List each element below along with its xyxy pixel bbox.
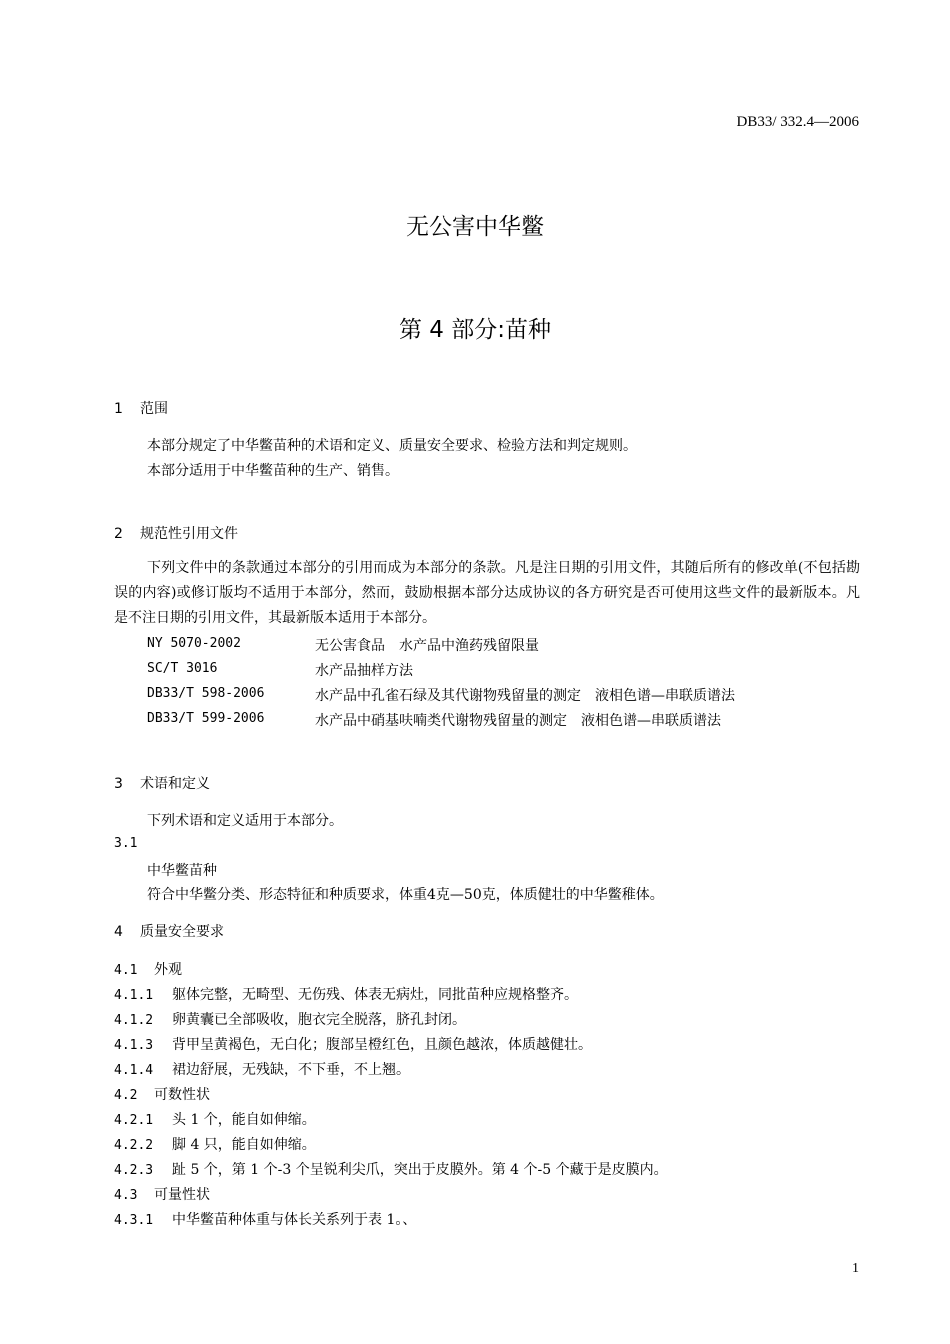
clause-number: 3.1 [114, 836, 138, 851]
clause-4-1-1 [114, 984, 578, 1004]
reference-code: NY 5070-2002 [147, 636, 241, 651]
term-definition: 符合中华鳖分类、形态特征和种质要求，体重4克—50克，体质健壮的中华鳖稚体。 [147, 887, 664, 903]
scope-paragraph-2: 本部分适用于中华鳖苗种的生产、销售。 [147, 463, 399, 479]
clause-heading-4-1 [114, 959, 182, 979]
clause-title: 可数性状 [154, 1087, 210, 1103]
clause-number: 4.3.1 [114, 1213, 154, 1228]
clause-number: 4.1.2 [114, 1013, 154, 1028]
section-title: 术语和定义 [140, 776, 210, 792]
clause-text: 躯体完整，无畸型、无伤残、体表无病灶，同批苗种应规格整齐。 [172, 987, 578, 1003]
section-number: 4 [114, 924, 123, 940]
clause-4-2-1 [114, 1109, 316, 1129]
clause-4-1-4 [114, 1059, 410, 1079]
clause-number: 4.3 [114, 1188, 138, 1203]
document-title: 无公害中华鳖 [406, 214, 544, 240]
section-number: 1 [114, 401, 123, 417]
clause-text: 背甲呈黄褐色，无白化；腹部呈橙红色，且颜色越浓，体质越健壮。 [172, 1037, 592, 1053]
terms-intro: 下列术语和定义适用于本部分。 [147, 813, 343, 829]
clause-4-2-2 [114, 1134, 316, 1154]
reference-title: 水产品中孔雀石绿及其代谢物残留量的测定 液相色谱—串联质谱法 [315, 688, 735, 704]
clause-text: 裙边舒展，无残缺，不下垂，不上翘。 [172, 1062, 410, 1078]
clause-4-1-3 [114, 1034, 592, 1054]
part-title: 第 4 部分:苗种 [398, 317, 551, 343]
reference-code: DB33/T 598-2006 [147, 686, 265, 701]
section-heading-3 [114, 773, 210, 793]
section-number: 3 [114, 776, 123, 792]
clause-number: 4.2.1 [114, 1113, 154, 1128]
section-title: 规范性引用文件 [140, 526, 238, 542]
term-name: 中华鳖苗种 [147, 863, 217, 879]
section-heading-1 [114, 398, 168, 418]
clause-text: 趾 5 个，第 1 个-3 个呈锐利尖爪，突出于皮膜外。第 4 个-5 个藏于是皮膜内。 [172, 1162, 668, 1178]
reference-title: 水产品抽样方法 [315, 663, 413, 679]
clause-title: 外观 [154, 962, 182, 978]
clause-text: 脚 4 只，能自如伸缩。 [172, 1137, 316, 1153]
clause-heading-4-2 [114, 1084, 210, 1104]
clause-4-3-1 [114, 1209, 416, 1229]
clause-number: 4.1.3 [114, 1038, 154, 1053]
clause-text: 卵黄囊已全部吸收，胞衣完全脱落，脐孔封闭。 [172, 1012, 466, 1028]
page-number: 1 [852, 1261, 859, 1276]
clause-heading-4-3 [114, 1184, 210, 1204]
reference-title: 无公害食品 水产品中渔药残留限量 [315, 638, 539, 654]
section-heading-4 [114, 921, 224, 941]
clause-text: 头 1 个，能自如伸缩。 [172, 1112, 316, 1128]
scope-paragraph-1: 本部分规定了中华鳖苗种的术语和定义、质量安全要求、检验方法和判定规则。 [147, 438, 637, 454]
section-number: 2 [114, 526, 123, 542]
clause-number: 4.1.4 [114, 1063, 154, 1078]
section-title: 质量安全要求 [140, 924, 224, 940]
clause-number: 4.1.1 [114, 988, 154, 1003]
clause-title: 可量性状 [154, 1187, 210, 1203]
clause-4-2-3 [114, 1159, 668, 1179]
reference-code: DB33/T 599-2006 [147, 711, 265, 726]
clause-number: 4.1 [114, 963, 138, 978]
clause-4-1-2 [114, 1009, 466, 1029]
reference-title: 水产品中硝基呋喃类代谢物残留量的测定 液相色谱—串联质谱法 [315, 713, 721, 729]
clause-number: 4.2.2 [114, 1138, 154, 1153]
reference-code: SC/T 3016 [147, 661, 218, 676]
section-heading-2 [114, 523, 238, 543]
clause-number: 4.2.3 [114, 1163, 154, 1178]
references-paragraph: 下列文件中的条款通过本部分的引用而成为本部分的条款。凡是注日期的引用文件，其随后所有的修改单(不包括勘误的内容)或修订版均不适用于本部分，然而，鼓励根据本部分达成协议的各方研究是否可使用这些文件的最新版本。凡是不注日期的引用文件，其最新版本适用于本部分。 [114, 560, 860, 626]
clause-number: 4.2 [114, 1088, 138, 1103]
clause-text: 中华鳖苗种体重与体长关系列于表 1。、 [172, 1212, 417, 1228]
standard-code: DB33/ 332.4—2006 [736, 114, 859, 130]
section-title: 范围 [140, 401, 168, 417]
